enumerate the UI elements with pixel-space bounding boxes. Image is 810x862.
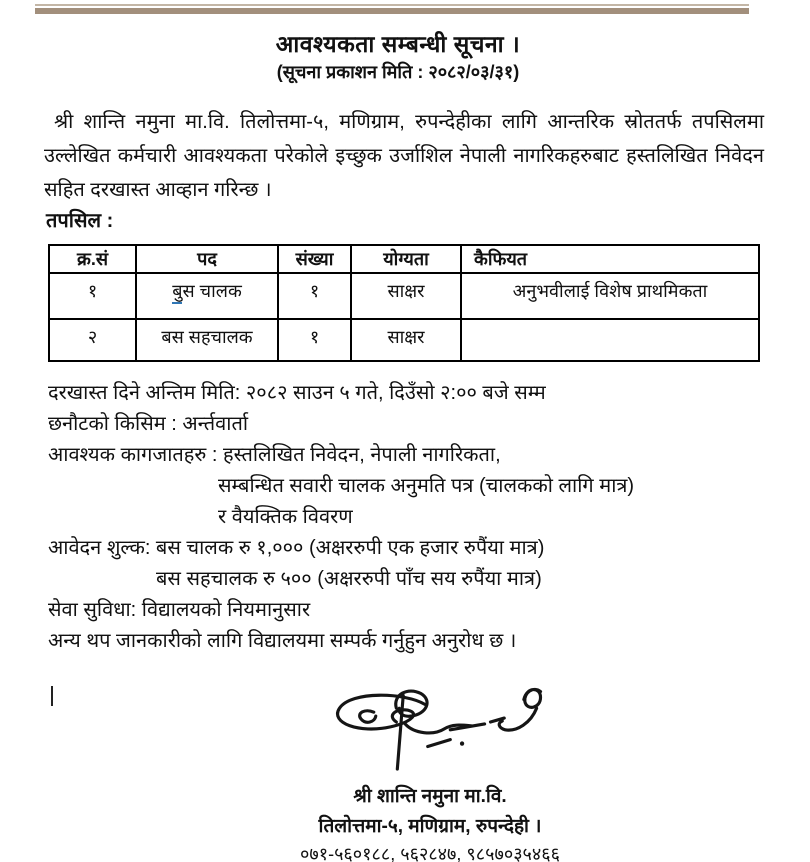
application-fee-line: आवेदन शुल्क: बस चालक रु १,००० (अक्षररुपी एक हजार रुपैंया मात्र) — [48, 537, 545, 559]
footer-block — [50, 782, 810, 862]
signature-left-loop — [338, 695, 425, 729]
header-remarks: कैफियत — [461, 245, 759, 273]
table-row — [49, 273, 759, 319]
footer-school-name: श्री शान्ति नमुना मा.वि. — [353, 786, 507, 807]
post-text: स चालक — [182, 281, 242, 301]
cell-serial-number: १ — [49, 273, 136, 319]
signature-dash-low — [428, 740, 451, 747]
signature-image — [312, 666, 567, 776]
footer-phone-numbers: ०७१-५६०१८८, ५६२८४७, ९८५७०३५४६६ — [300, 844, 560, 862]
cell-post — [136, 273, 278, 319]
cell-count: १ — [278, 273, 351, 319]
top-border-rule — [35, 4, 749, 14]
text-cursor — [51, 686, 53, 706]
header-serial-number: क्र.सं — [49, 245, 136, 273]
details-heading: तपसिल : — [46, 210, 114, 232]
details-section — [48, 378, 768, 657]
signature-dot — [460, 741, 464, 745]
vacancy-table — [48, 244, 760, 362]
application-fee-line-2: बस सहचालक रु ५०० (अक्षररुपी पाँच सय रुपैंया मात्र) — [156, 568, 542, 590]
publish-date-line: (सूचना प्रकाशन मिति : २०८२/०३/३१) — [276, 62, 520, 82]
deadline-line: दरखास्त दिने अन्तिम मिति: २०८२ साउन ५ गते, दिउँसो २:०० बजे सम्म — [48, 382, 546, 404]
table-row — [49, 319, 759, 361]
spellcheck-underlined-text: बु — [172, 281, 182, 304]
signature-stem — [397, 696, 403, 770]
required-documents-line: आवश्यक कागजातहरु : हस्तलिखित निवेदन, नेपाली नागरिकता, — [48, 444, 501, 466]
required-documents-line-3: र वैयक्तिक विवरण — [218, 506, 353, 528]
contact-request-line: अन्य थप जानकारीको लागि विद्यालयमा सम्पर्क गर्नुहुन अनुरोध छ । — [48, 630, 517, 652]
table-header-row — [49, 245, 759, 273]
signature-flourish — [524, 689, 541, 707]
required-documents-line-2: सम्बन्धित सवारी चालक अनुमति पत्र (चालकको लागि मात्र) — [218, 475, 635, 497]
cell-remarks: अनुभवीलाई विशेष प्राथमिकता — [461, 273, 759, 319]
cell-qualification: साक्षर — [351, 273, 461, 319]
signature-inner-curl — [360, 711, 376, 722]
intro-paragraph: श्री शान्ति नमुना मा.वि. तिलोत्तमा-५, मणिग्राम, रुपन्देहीका लागि आन्तरिक स्रोततर्फ तपसिलमा उल्लेखित कर्मचारी आवश्यकता परेकोले इच्छुक उर्जाशिल नेपाली नागरिकहरुबाट हस्तलिखित निवेदन सहित दरखास्त आव्हान गरिन्छ । — [44, 111, 764, 201]
service-facility-line: सेवा सुविधा: विद्यालयको नियमानुसार — [48, 599, 311, 621]
cell-qualification: साक्षर — [351, 319, 461, 361]
top-border-thick-line — [35, 8, 749, 14]
header-post: पद — [136, 245, 278, 273]
cell-serial-number: २ — [49, 319, 136, 361]
cell-count: १ — [278, 319, 351, 361]
selection-type-line: छनौटको किसिम : अर्न्तवार्ता — [48, 413, 249, 435]
header-count: संख्या — [278, 245, 351, 273]
cell-post: बस सहचालक — [136, 319, 278, 361]
header-qualification: योग्यता — [351, 245, 461, 273]
notice-title: आवश्यकता सम्बन्धी सूचना । — [275, 31, 521, 57]
footer-address: तिलोत्तमा-५, मणिग्राम, रुपन्देही । — [318, 816, 542, 837]
cell-remarks — [461, 319, 759, 361]
